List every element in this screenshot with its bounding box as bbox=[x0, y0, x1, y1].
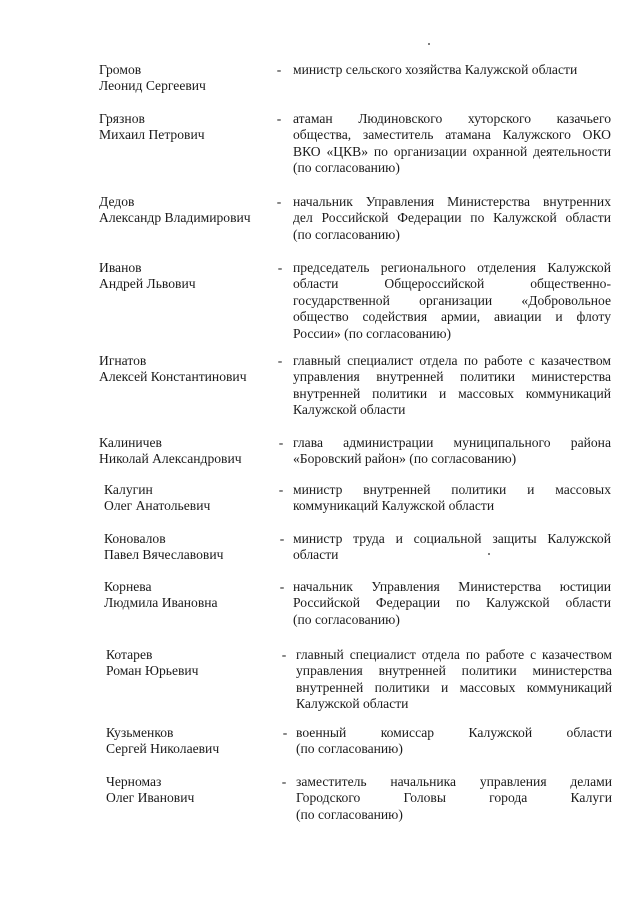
member-role bbox=[296, 647, 612, 713]
member-role bbox=[293, 435, 611, 468]
member-name bbox=[99, 260, 279, 293]
role-line: атаман Людиновского хуторского казачьего bbox=[293, 111, 611, 126]
role-line: глава администрации муниципального района bbox=[293, 435, 611, 450]
dash-separator: - bbox=[278, 482, 284, 497]
member-given-names: Алексей Константинович bbox=[99, 369, 247, 385]
member-surname: Грязнов bbox=[99, 111, 145, 126]
member-name bbox=[104, 531, 284, 564]
member-surname: Дедов bbox=[99, 194, 135, 209]
role-line: управления внутренней политики министерства bbox=[296, 663, 612, 679]
dash-separator: - bbox=[279, 531, 285, 546]
member-role bbox=[293, 353, 611, 419]
member-name bbox=[104, 579, 284, 612]
role-line: (по согласованию) bbox=[293, 160, 400, 176]
role-line: дел Российской Федерации по Калужской области bbox=[293, 210, 611, 226]
role-line: (по согласованию) bbox=[293, 226, 400, 242]
member-given-names: Леонид Сергеевич bbox=[99, 78, 206, 94]
member-surname: Корнева bbox=[104, 579, 152, 594]
dash-separator: - bbox=[278, 435, 284, 450]
role-line: внутренней политики и массовых коммуникаций bbox=[293, 385, 611, 401]
role-line: министр труда и социальной защиты Калужской bbox=[293, 531, 611, 546]
role-line: Городского Головы города Калуги bbox=[296, 790, 612, 806]
role-line: государственной организации «Добровольное bbox=[293, 292, 611, 308]
member-role bbox=[296, 725, 612, 758]
member-surname: Калиничев bbox=[99, 435, 162, 450]
role-line: (по согласованию) bbox=[296, 741, 403, 757]
member-given-names: Людмила Ивановна bbox=[104, 595, 218, 611]
member-surname: Громов bbox=[99, 62, 142, 77]
role-line: министр сельского хозяйства Калужской области bbox=[293, 62, 578, 77]
member-surname: Калугин bbox=[104, 482, 153, 497]
member-given-names: Олег Иванович bbox=[106, 790, 195, 806]
role-line: военный комиссар Калужской области bbox=[296, 725, 612, 740]
member-surname: Иванов bbox=[99, 260, 142, 275]
role-line: министр внутренней политики и массовых bbox=[293, 482, 611, 497]
member-role bbox=[293, 62, 611, 78]
role-line: (по согласованию) bbox=[296, 806, 403, 822]
role-line: общество содействия армии, авиации и флоту bbox=[293, 309, 611, 325]
role-line: (по согласованию) bbox=[293, 611, 400, 627]
member-name bbox=[106, 647, 286, 680]
dash-separator: - bbox=[282, 725, 288, 740]
role-line: области bbox=[293, 547, 339, 563]
role-line: области Общероссийской общественно- bbox=[293, 276, 611, 292]
member-name bbox=[99, 435, 279, 468]
role-line: ВКО «ЦКВ» по организации охранной деятельности bbox=[293, 143, 611, 159]
dash-separator: - bbox=[281, 774, 287, 789]
member-name bbox=[106, 725, 286, 758]
member-role bbox=[293, 579, 611, 628]
role-line: Калужской области bbox=[296, 696, 409, 712]
role-line: Российской Федерации по Калужской области bbox=[293, 595, 611, 611]
dash-separator: - bbox=[277, 260, 283, 275]
dash-separator: - bbox=[276, 194, 282, 209]
role-line: заместитель начальника управления делами bbox=[296, 774, 612, 789]
role-line: Калужской области bbox=[293, 402, 406, 418]
role-line: главный специалист отдела по работе с казачеством bbox=[293, 353, 611, 368]
member-name bbox=[106, 774, 286, 807]
scan-speck bbox=[428, 43, 430, 45]
role-line: России» (по согласованию) bbox=[293, 325, 452, 341]
member-role bbox=[296, 774, 612, 823]
role-line: коммуникаций Калужской области bbox=[293, 498, 495, 514]
member-surname: Черномаз bbox=[106, 774, 162, 789]
member-name bbox=[99, 353, 279, 386]
role-line: внутренней политики и массовых коммуникаций bbox=[296, 679, 612, 695]
member-role bbox=[293, 194, 611, 243]
member-role bbox=[293, 531, 611, 564]
member-role bbox=[293, 111, 611, 177]
member-surname: Игнатов bbox=[99, 353, 147, 368]
member-given-names: Олег Анатольевич bbox=[104, 498, 211, 514]
member-name bbox=[99, 111, 279, 144]
member-given-names: Сергей Николаевич bbox=[106, 741, 220, 757]
role-line: главный специалист отдела по работе с казачеством bbox=[296, 647, 612, 662]
member-given-names: Андрей Львович bbox=[99, 276, 196, 292]
role-line: начальник Управления Министерства внутренних bbox=[293, 194, 611, 209]
member-given-names: Роман Юрьевич bbox=[106, 663, 199, 679]
dash-separator: - bbox=[281, 647, 287, 662]
member-given-names: Александр Владимирович bbox=[99, 210, 251, 226]
role-line: начальник Управления Министерства юстиции bbox=[293, 579, 611, 594]
dash-separator: - bbox=[276, 111, 282, 126]
member-name bbox=[104, 482, 284, 515]
dash-separator: - bbox=[277, 353, 283, 368]
member-name bbox=[99, 194, 279, 227]
member-given-names: Николай Александрович bbox=[99, 451, 242, 467]
role-line: управления внутренней политики министерства bbox=[293, 369, 611, 385]
role-line: «Боровский район» (по согласованию) bbox=[293, 451, 517, 467]
dash-separator: - bbox=[279, 579, 285, 594]
member-surname: Коновалов bbox=[104, 531, 166, 546]
member-surname: Котарев bbox=[106, 647, 153, 662]
dash-separator: - bbox=[276, 62, 282, 77]
role-line: общества, заместитель атамана Калужского ОКО bbox=[293, 127, 611, 143]
member-role bbox=[293, 260, 611, 342]
member-surname: Кузьменков bbox=[106, 725, 174, 740]
member-role bbox=[293, 482, 611, 515]
member-given-names: Михаил Петрович bbox=[99, 127, 205, 143]
member-given-names: Павел Вячеславович bbox=[104, 547, 224, 563]
member-name bbox=[99, 62, 279, 95]
role-line: председатель регионального отделения Калужской bbox=[293, 260, 611, 275]
